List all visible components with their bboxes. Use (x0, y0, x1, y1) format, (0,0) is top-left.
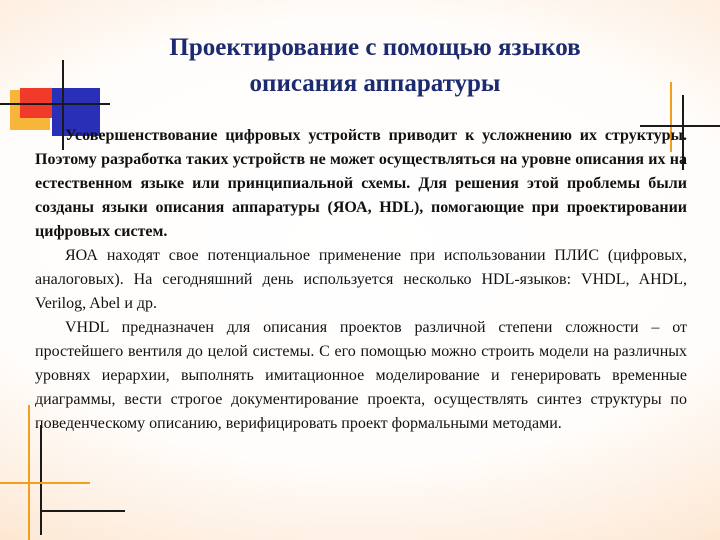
decor-line-horizontal (0, 482, 90, 484)
decor-line-vertical (40, 425, 42, 535)
decor-line-horizontal (40, 510, 125, 512)
decor-line-vertical (28, 405, 30, 540)
body-paragraph: Усовершенствование цифровых устройств приводит к усложнению их структуры. Поэтому разработка таких устройств не может осуществляться на уровне описания их на естественном языке или принципиальной схемы. Для решения этой проблемы были созданы языки описания аппаратуры (ЯОА, HDL), помогающие при проектировании цифровых систем. (35, 127, 687, 240)
body-paragraph: ЯОА находят свое потенциальное применение при использовании ПЛИС (цифровых, аналоговых). На сегодняшний день используется несколько HDL-языков: VHDL, AHDL, Verilog, Abel и др. (35, 247, 687, 312)
body-paragraph: VHDL предназначен для описания проектов различной степени сложности – от простейшего вентиля до целой системы. С его помощью можно строить модели на различных уровнях иерархии, выполнять имитационное моделирование и генерировать временные диаграммы, вести строгое документирование проекта, осуществлять синтез структуры по поведенческому описанию, верифицировать проект формальными методами. (35, 319, 687, 432)
slide-title-line: описания аппаратуры (249, 70, 501, 97)
slide-title-line: Проектирование с помощью языков (169, 34, 581, 61)
slide-body (35, 124, 687, 436)
slide-title (95, 30, 655, 102)
decor-line-horizontal (0, 103, 110, 105)
